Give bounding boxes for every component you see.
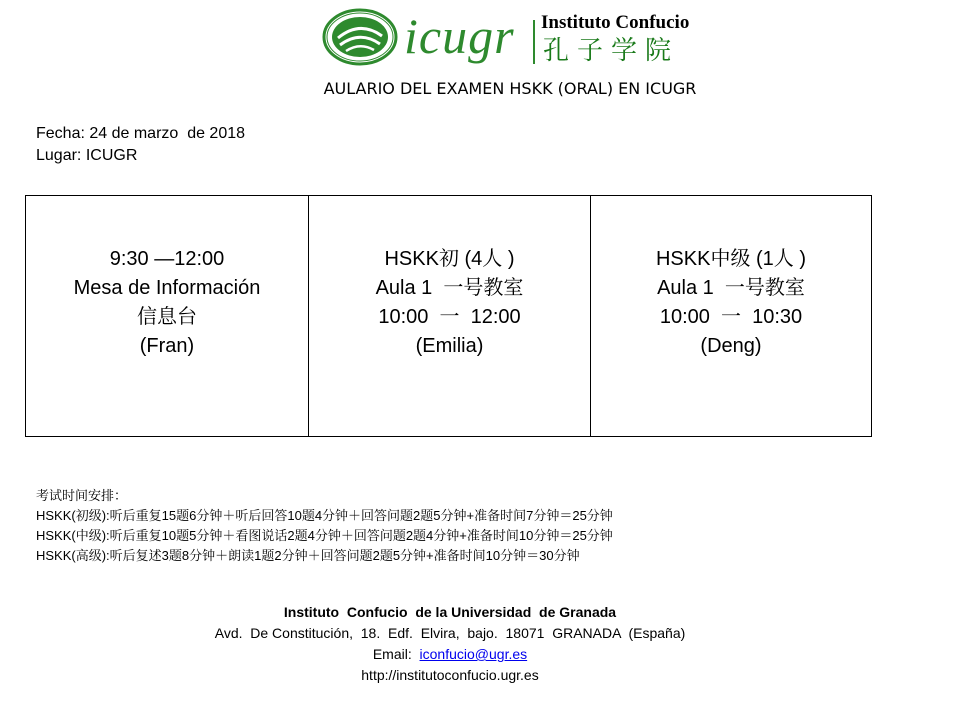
schedule-line: 9:30 —12:00 bbox=[109, 248, 225, 270]
schedule-line: Aula 1 一号教室 bbox=[657, 277, 805, 299]
exam-place: Lugar: ICUGR bbox=[36, 147, 138, 164]
schedule-line: Mesa de Información bbox=[73, 277, 261, 299]
logo-divider bbox=[533, 20, 535, 64]
exam-time-line: HSKK(高级):听后复述3题8分钟＋朗读1题2分钟＋回答问题2题5分钟+准备时间10分钟＝30分钟 bbox=[36, 548, 580, 563]
schedule-cell-info-desk bbox=[26, 196, 308, 436]
exam-time-line: HSKK(初级):听后重复15题6分钟＋听后回答10题4分钟＋回答问题2题5分钟+准备时间7分钟＝25分钟 bbox=[36, 508, 613, 523]
schedule-line: 信息台 bbox=[137, 306, 197, 328]
logo-brand-text: icugr bbox=[404, 8, 515, 64]
footer-organization: Instituto Confucio de la Universidad de Granada bbox=[283, 604, 617, 620]
schedule-line: 10:00 一 10:30 bbox=[659, 306, 803, 328]
schedule-cell-hskk-beginner bbox=[308, 196, 590, 436]
exam-times-heading: 考试时间安排： bbox=[36, 488, 128, 503]
page-title: AULARIO DEL EXAMEN HSKK (ORAL) EN ICUGR bbox=[323, 79, 697, 98]
logo-chinese-name: 孔子学院 bbox=[543, 36, 680, 66]
exam-time-arrangement bbox=[36, 486, 613, 566]
schedule-line: (Fran) bbox=[139, 335, 195, 357]
schedule-line: HSKK中级 (1人 ) bbox=[655, 248, 807, 270]
schedule-cell-hskk-intermediate bbox=[590, 196, 871, 436]
schedule-table bbox=[25, 195, 872, 437]
schedule-line: (Emilia) bbox=[415, 335, 484, 357]
footer-address: Avd. De Constitución, 18. Edf. Elvira, bajo. 18071 GRANADA (España) bbox=[214, 625, 686, 641]
institute-logo bbox=[322, 6, 694, 68]
footer bbox=[150, 602, 750, 686]
footer-email-link[interactable]: iconfucio@ugr.es bbox=[419, 646, 528, 662]
footer-email-label: Email: bbox=[372, 646, 412, 662]
footer-email-row bbox=[150, 644, 750, 665]
schedule-line: (Deng) bbox=[700, 335, 762, 357]
exam-meta bbox=[36, 123, 245, 167]
logo-institute-name: Instituto Confucio bbox=[541, 12, 690, 33]
schedule-line: 10:00 一 12:00 bbox=[378, 306, 521, 328]
exam-time-line: HSKK(中级):听后重复10题5分钟＋看图说话2题4分钟＋回答问题2题4分钟+准备时间10分钟＝25分钟 bbox=[36, 528, 613, 543]
footer-website: http://institutoconfucio.ugr.es bbox=[361, 667, 539, 683]
schedule-line: Aula 1 一号教室 bbox=[375, 277, 524, 299]
confucius-seal-icon bbox=[322, 8, 398, 66]
schedule-line: HSKK初 (4人 ) bbox=[384, 248, 515, 270]
exam-date: Fecha: 24 de marzo de 2018 bbox=[36, 125, 246, 142]
